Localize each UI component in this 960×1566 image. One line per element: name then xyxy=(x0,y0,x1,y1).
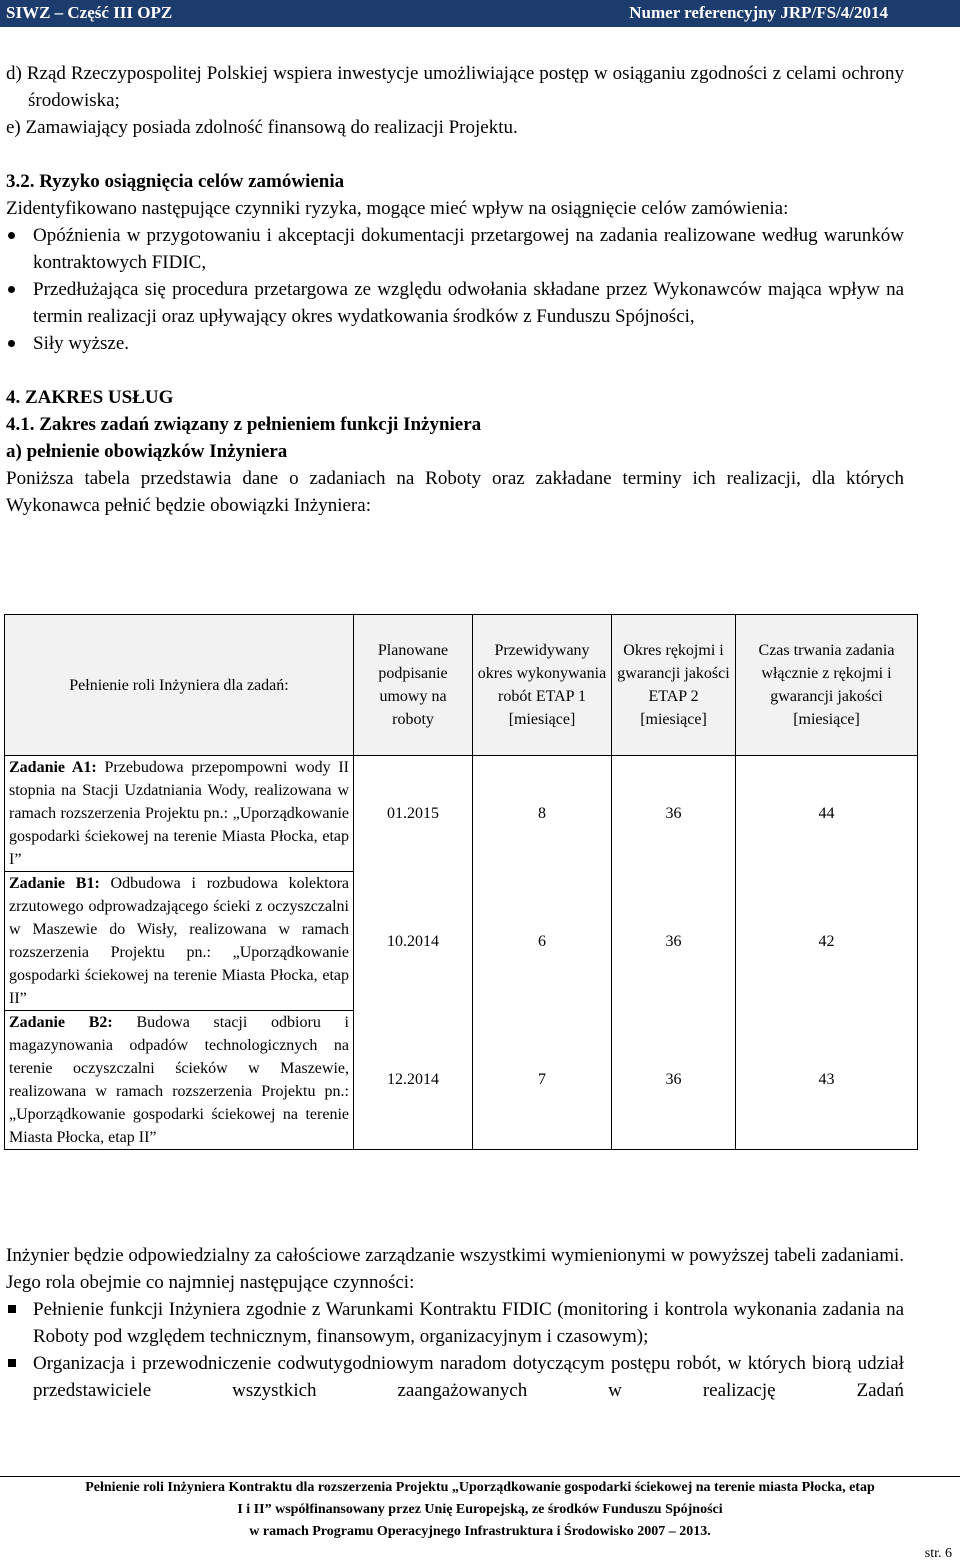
list-item: Organizacja i przewodniczenie codwutygodniowym naradom dotyczącym postępu robót, w których biorą udział przedstawiciele wszystkich zaangażowanych w realizację Zadań xyxy=(6,1350,904,1404)
footer-line-2: I i II” współfinansowany przez Unię Europejską, ze środków Funduszu Spójności xyxy=(237,1502,723,1517)
task-cell: Zadanie B2: Budowa stacji odbioru i magazynowania odpadów technologicznych na terenie oczyszczalni ścieków w Maszewie, realizowana w ramach rozszerzenia Projektu pn.: „Uporządkowanie gospodarki ściekowej na terenie Miasta Płocka, etap II” xyxy=(5,1011,354,1150)
bullet-icon xyxy=(8,340,15,347)
section-4-heading: 4. ZAKRES USŁUG xyxy=(6,387,174,408)
square-bullet-icon xyxy=(8,1305,16,1313)
responsibility-paragraph: Inżynier będzie odpowiedzialny za całościowe zarządzanie wszystkimi wymienionymi w powyższej tabeli zadaniami. Jego rola obejmie co najmniej następujące czynności: xyxy=(6,1245,904,1293)
table-row xyxy=(5,872,918,1011)
task-cell: Zadanie B1: Odbudowa i rozbudowa kolektora zrzutowego odprowadzającego ścieki z oczyszczalni w Maszewie do Wisły, realizowana w ramach rozszerzenia Projektu pn.: „Uporządkowanie gospodarki ściekowej na terenie Miasta Płocka, etap II” xyxy=(5,872,354,1011)
bullet-icon xyxy=(8,286,15,293)
square-bullet-icon xyxy=(8,1359,16,1367)
total-cell: 44 xyxy=(736,756,918,872)
document-body xyxy=(6,60,904,519)
bullet-icon xyxy=(8,232,15,239)
table-row xyxy=(5,1011,918,1150)
table-row xyxy=(5,756,918,872)
section-3-2-intro: Zidentyfikowano następujące czynniki ryzyka, mogące mieć wpływ na osiągnięcie celów zamówienia: xyxy=(6,198,789,219)
duties-list xyxy=(6,1296,904,1404)
table-intro: Poniższa tabela przedstawia dane o zadaniach na Roboty oraz zakładane terminy ich realizacji, dla których Wykonawca pełnić będzie obowiązki Inżyniera: xyxy=(6,468,904,516)
tasks-table xyxy=(4,614,918,1150)
header-stage1: Przewidywany okres wykonywania robót ETAP 1 [miesiące] xyxy=(473,615,612,756)
list-item: Pełnienie funkcji Inżyniera zgodnie z Warunkami Kontraktu FIDIC (monitoring i kontrola wykonania zadania na Roboty pod względem technicznym, finansowym, organizacyjnym i czasowym); xyxy=(6,1296,904,1350)
risk-list xyxy=(6,222,904,357)
section-3-2-heading: 3.2. Ryzyko osiągnięcia celów zamówienia xyxy=(6,171,345,192)
after-table-section xyxy=(6,1242,904,1404)
total-cell: 42 xyxy=(736,872,918,1011)
header-total: Czas trwania zadania włącznie z rękojmi i gwarancji jakości [miesiące] xyxy=(736,615,918,756)
header-right: Numer referencyjny JRP/FS/4/2014 xyxy=(629,3,888,22)
table-header-row xyxy=(5,615,918,756)
header-left: SIWZ – Część III OPZ xyxy=(6,3,173,22)
footer-line-1: Pełnienie roli Inżyniera Kontraktu dla rozszerzenia Projektu „Uporządkowanie gospodarki ściekowej na terenie miasta Płocka, etap xyxy=(85,1480,875,1495)
list-item: Opóźnienia w przygotowaniu i akceptacji dokumentacji przetargowej na zadania realizowane według warunków kontraktowych FIDIC, xyxy=(6,222,904,276)
footer-line-3: w ramach Programu Operacyjnego Infrastruktura i Środowisko 2007 – 2013. xyxy=(249,1524,711,1539)
stage1-cell: 6 xyxy=(473,872,612,1011)
page-number: str. 6 xyxy=(924,1546,952,1561)
section-a-heading: a) pełnienie obowiązków Inżyniera xyxy=(6,441,288,462)
stage2-cell: 36 xyxy=(612,756,736,872)
task-cell: Zadanie A1: Przebudowa przepompowni wody II stopnia na Stacji Uzdatniania Wody, realizowana w ramach rozszerzenia Projektu pn.: „Uporządkowanie gospodarki ściekowej na terenie Miasta Płocka, etap I” xyxy=(5,756,354,872)
stage1-cell: 7 xyxy=(473,1011,612,1150)
header-task: Pełnienie roli Inżyniera dla zadań: xyxy=(5,615,354,756)
header-signing: Planowane podpisanie umowy na roboty xyxy=(354,615,473,756)
header-stage2: Okres rękojmi i gwarancji jakości ETAP 2 [miesiące] xyxy=(612,615,736,756)
total-cell: 43 xyxy=(736,1011,918,1150)
signing-cell: 10.2014 xyxy=(354,872,473,1011)
page-header xyxy=(0,0,960,27)
section-4-1-heading: 4.1. Zakres zadań związany z pełnieniem funkcji Inżyniera xyxy=(6,414,482,435)
stage2-cell: 36 xyxy=(612,1011,736,1150)
stage2-cell: 36 xyxy=(612,872,736,1011)
list-item: Siły wyższe. xyxy=(6,330,904,357)
intro-item-d: d) Rząd Rzeczypospolitej Polskiej wspiera inwestycje umożliwiające postęp w osiąganiu zgodności z celami ochrony środowiska; xyxy=(6,63,904,111)
signing-cell: 01.2015 xyxy=(354,756,473,872)
signing-cell: 12.2014 xyxy=(354,1011,473,1150)
intro-item-e: e) Zamawiający posiada zdolność finansową do realizacji Projektu. xyxy=(6,117,518,138)
stage1-cell: 8 xyxy=(473,756,612,872)
list-item: Przedłużająca się procedura przetargowa ze względu odwołania składane przez Wykonawców mająca wpływ na termin realizacji oraz upływający okres wydatkowania środków z Funduszu Spójności, xyxy=(6,276,904,330)
page-footer xyxy=(0,1476,960,1543)
